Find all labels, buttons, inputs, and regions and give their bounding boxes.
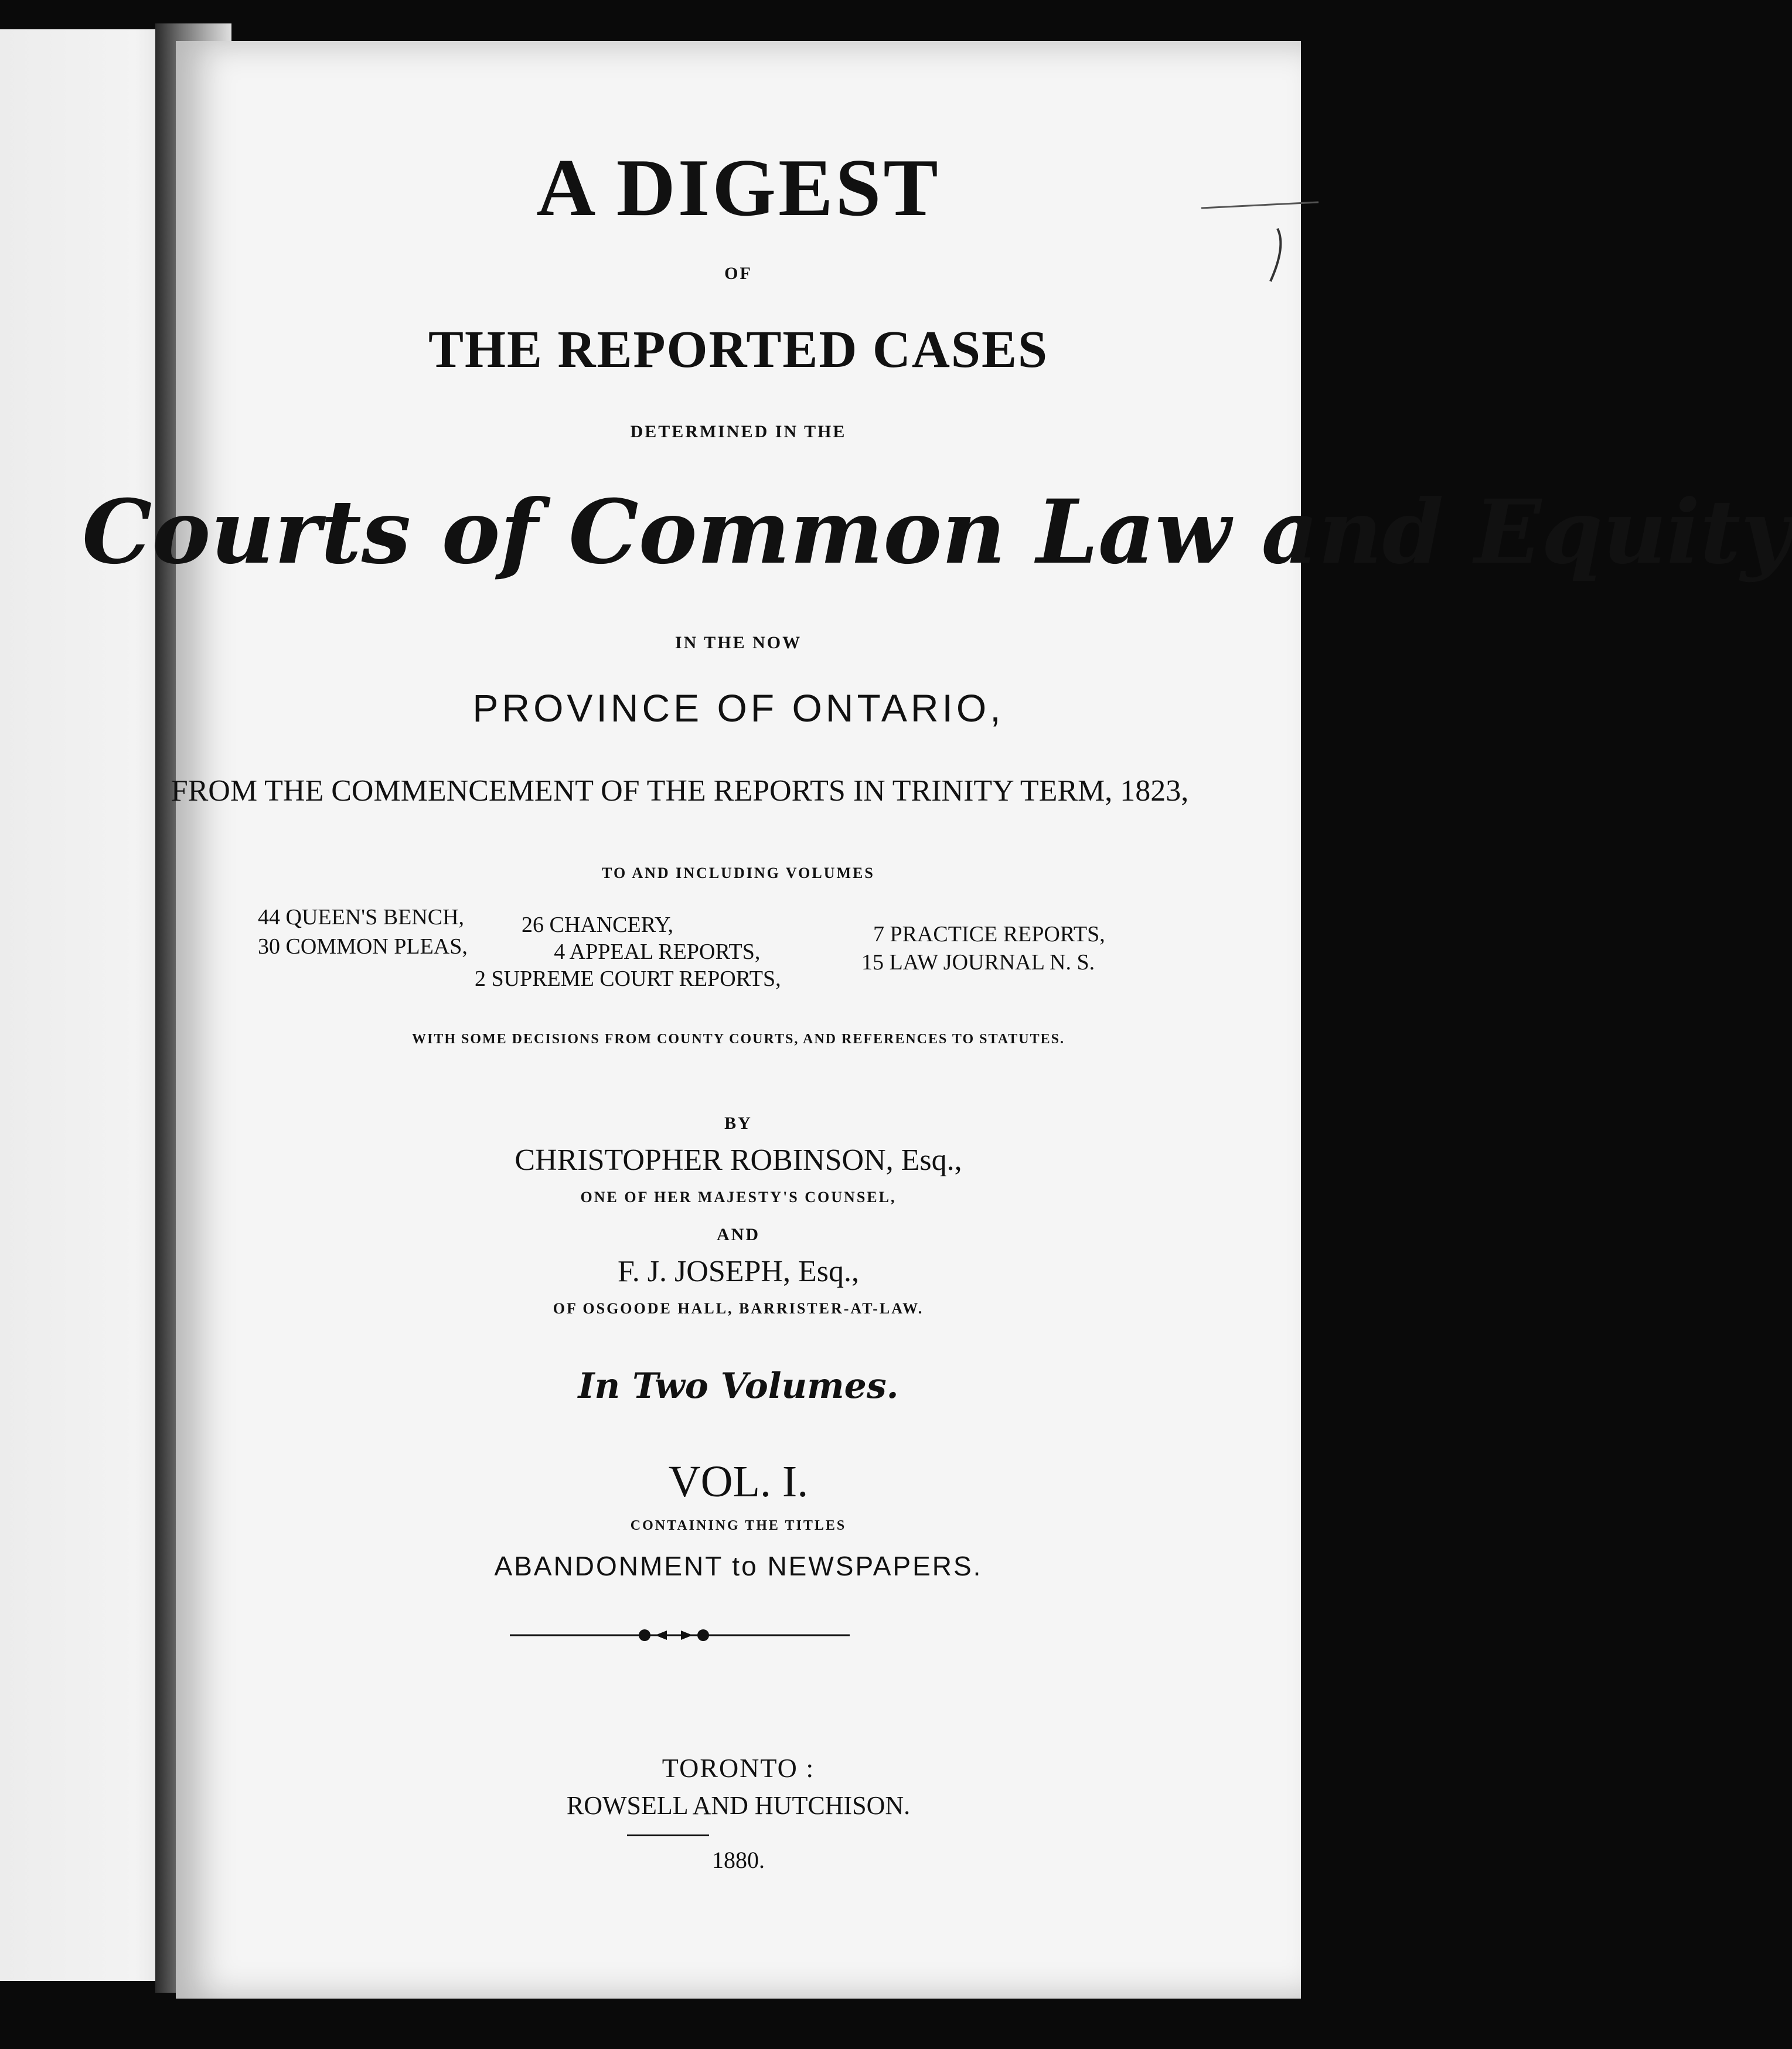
volumes-col-2	[475, 911, 781, 992]
author-and: AND	[717, 1225, 760, 1244]
edition-containing: CONTAINING THE TITLES	[630, 1518, 847, 1533]
imprint-publisher: ROWSELL AND HUTCHISON.	[566, 1791, 911, 1820]
author-1-role: ONE OF HER MAJESTY'S COUNSEL,	[580, 1189, 897, 1206]
author-by: BY	[724, 1114, 752, 1133]
volumes-col-3	[861, 920, 1105, 976]
volume-item: 30 COMMON PLEAS,	[258, 934, 468, 959]
volumes-col-1	[258, 903, 468, 961]
volume-item: 44 QUEEN'S BENCH,	[258, 905, 465, 930]
title-line-2: THE REPORTED CASES	[428, 321, 1049, 379]
with-some: WITH SOME DECISIONS FROM COUNTY COURTS, AND REFERENCES TO STATUTES.	[411, 1032, 1065, 1047]
volume-item: 7 PRACTICE REPORTS,	[873, 922, 1105, 947]
title-determined: DETERMINED IN THE	[630, 422, 847, 441]
author-2-role: OF OSGOODE HALL, BARRISTER-AT-LAW.	[553, 1300, 924, 1317]
edition-in-two-volumes: In Two Volumes.	[578, 1366, 899, 1407]
title-in-the-now: IN THE NOW	[674, 633, 802, 652]
title-page	[82, 41, 1792, 1999]
title-line-1: A DIGEST	[536, 142, 941, 233]
ornament-rule	[510, 1623, 850, 1647]
volume-item: 4 APPEAL REPORTS,	[554, 940, 761, 964]
volume-item: 26 CHANCERY,	[522, 913, 674, 937]
edition-titles: ABANDONMENT to NEWSPAPERS.	[494, 1551, 983, 1581]
author-2: F. J. JOSEPH, Esq.,	[618, 1255, 859, 1288]
title-of: OF	[724, 264, 752, 283]
imprint-city: TORONTO :	[662, 1753, 815, 1783]
edition-vol: VOL. I.	[668, 1457, 809, 1506]
title-from: FROM THE COMMENCEMENT OF THE REPORTS IN TRINITY TERM, 1823,	[171, 774, 1189, 808]
volume-item: 15 LAW JOURNAL N. S.	[861, 950, 1095, 975]
title-to-including: TO AND INCLUDING VOLUMES	[602, 864, 875, 881]
volume-item: 2 SUPREME COURT REPORTS,	[475, 966, 781, 991]
title-courts: Courts of Common Law and Equity	[82, 481, 1792, 584]
imprint-rule	[627, 1834, 709, 1836]
imprint-year: 1880.	[712, 1847, 765, 1873]
author-1: CHRISTOPHER ROBINSON, Esq.,	[515, 1143, 962, 1177]
title-province: PROVINCE OF ONTARIO,	[472, 686, 1004, 730]
